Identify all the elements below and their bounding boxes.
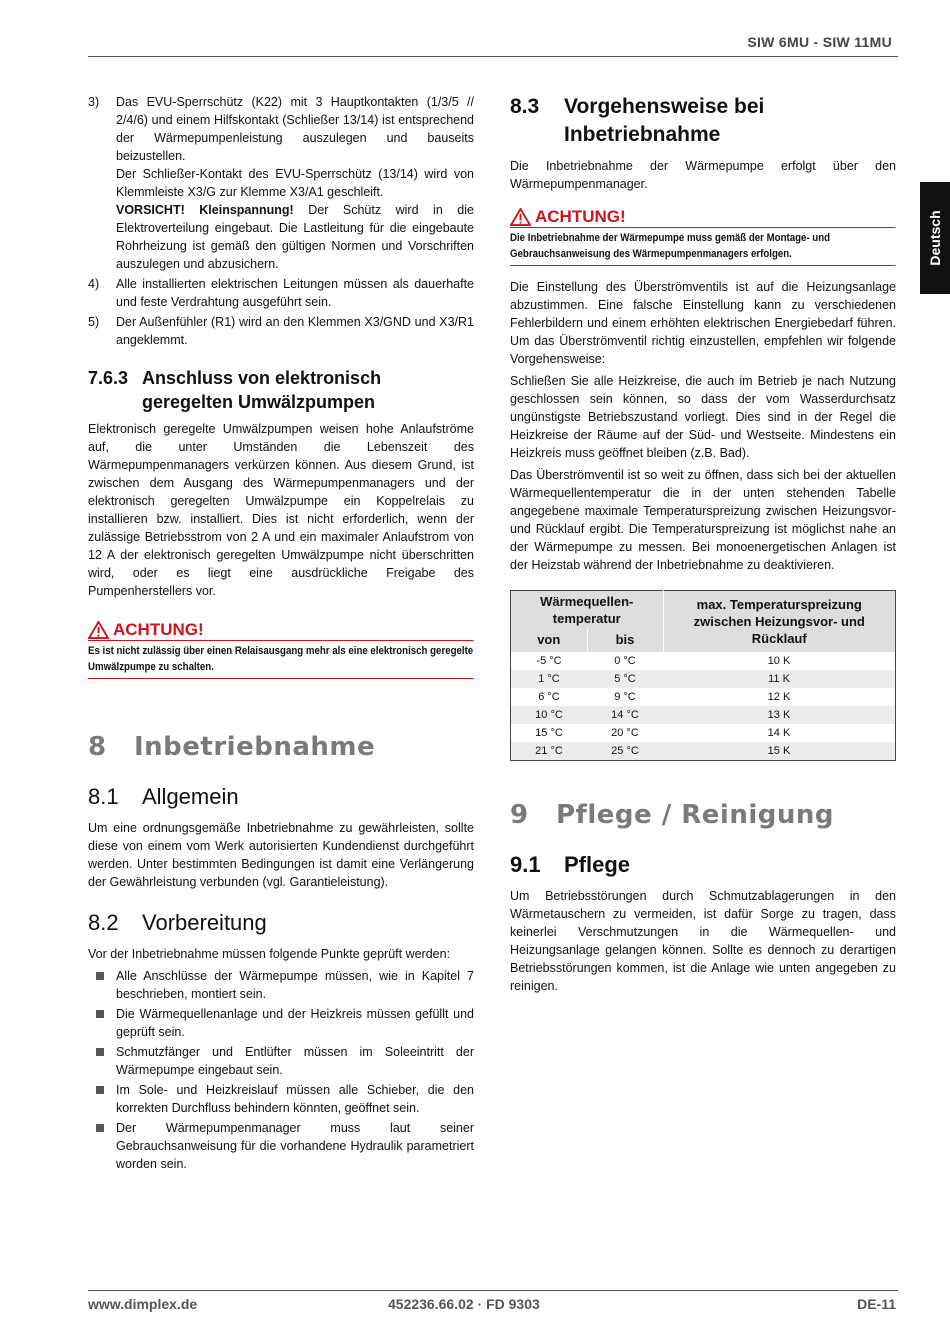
list-item: Alle Anschlüsse der Wärmepumpe müssen, wie in Kapitel 7 beschrieben, montiert sein. <box>88 967 474 1003</box>
list-item: Schmutzfänger und Entlüfter müssen im Soleeintritt der Wärmepumpe eingebaut sein. <box>88 1043 474 1079</box>
list-item <box>88 275 474 311</box>
list-text: Der Schließer-Kontakt des EVU-Sperrschütz (13/14) wird von Klemmleiste X3/G zur Klemme X3/A1 geschleift. <box>116 167 474 199</box>
warning-title <box>88 620 474 640</box>
chapter-number: 9 <box>510 800 529 830</box>
section-heading-8-3 <box>510 93 896 149</box>
bullet-square-icon <box>96 972 104 980</box>
table-header-von: von <box>511 629 588 652</box>
table-header-max-spread: max. Temperaturspreizung zwischen Heizungsvor- und Rücklauf <box>663 591 896 653</box>
warning-text: Es ist nicht zulässig über einen Relaisausgang mehr als eine elektronisch geregelte Umwälzpumpe zu schalten. <box>88 640 474 679</box>
list-item: Der Wärmepumpenmanager muss laut seiner Gebrauchsanweisung für die vorhandene Hydraulik parametriert worden sein. <box>88 1119 474 1173</box>
footer-page-number: DE-11 <box>857 1296 896 1312</box>
right-column <box>510 93 896 999</box>
warning-box <box>88 620 474 679</box>
footer-doc-number: 452236.66.02 · FD 9303 <box>388 1296 540 1312</box>
body-text: Um eine ordnungsgemäße Inbetriebnahme zu gewährleisten, sollte diese von einem vom Werk autorisierten Kundendienst durchgeführt werden. Unter bestimmten Bedingungen ist damit eine Verlängerung der Gewährleistung verbunden (vgl. Garantieleistung). <box>88 821 474 889</box>
warning-title-text: ACHTUNG! <box>535 207 626 226</box>
footer-rule <box>88 1290 898 1291</box>
temperature-table <box>510 590 896 761</box>
table-row: 10 °C 14 °C 13 K <box>511 706 896 724</box>
table-row: 15 °C 20 °C 14 K <box>535 727 791 739</box>
section-number: 9.1 <box>510 852 541 877</box>
warning-title-text: ACHTUNG! <box>113 620 204 639</box>
body-text: Die Einstellung des Überströmventils ist auf die Heizungsanlage abzustimmen. Eine falsche Einstellung kann zu verschiedenen Fehlerbildern und einem erhöhten elektrischen Energiebedarf führen. Um das Überströmventil richtig einzustellen, empfehlen wir folgende Vorgehensweise: <box>510 280 896 366</box>
caution-label: VORSICHT! Kleinspannung! <box>116 203 294 217</box>
document-title: SIW 6MU - SIW 11MU <box>747 34 892 50</box>
section-title: Anschluss von elektronisch geregelten Umwälzpumpen <box>142 368 382 412</box>
warning-box <box>510 207 896 266</box>
section-number: 7.6.3 <box>88 368 129 388</box>
section-number: 8.1 <box>88 784 119 809</box>
body-text: Elektronisch geregelte Umwälzpumpen weisen hohe Anlaufströme auf, die unter Umständen die Lebenszeit des Wärmepumpenmanagers verkürzen können. Aus diesem Grund, ist zwischen dem Ausgang des Wärmepumpenmanagers und der elektronisch geregelten Umwälzpumpe ein Koppelrelais zu installieren bzw. installiert. Dies ist nicht erforderlich, wenn der zulässige Betriebsstrom von 2 A und ein maximaler Anlaufstrom von 12 A der elektronisch geregelten Umwälzpumpe nicht überschritten wird, oder es liegt eine ausdrückliche Freigabe des Pumpenherstellers vor. <box>88 422 474 598</box>
list-text: Alle installierten elektrischen Leitungen müssen als dauerhafte und feste Verdrahtung ausgeführt sein. <box>116 277 474 309</box>
table-header-source-temp: Wärmequellen-temperatur <box>511 591 664 630</box>
chapter-heading-8 <box>88 731 474 763</box>
bullet-square-icon <box>96 1086 104 1094</box>
table-row: 6 °C 9 °C 12 K <box>538 691 791 703</box>
section-heading-9-1 <box>510 851 896 879</box>
list-item <box>88 93 474 273</box>
chapter-heading-9 <box>510 799 896 831</box>
table-row: 1 °C 5 °C 11 K <box>511 670 896 688</box>
warning-text: Die Inbetriebnahme der Wärmepumpe muss gemäß der Montage- und Gebrauchsanweisung des Wärmepumpenmanagers erfolgen. <box>510 227 896 266</box>
language-tab-label: Deutsch <box>927 210 943 266</box>
chapter-title: Inbetriebnahme <box>134 732 376 762</box>
list-text: Der Schütz wird in die Elektroverteilung eingebaut. Die Lastleitung für die eingebaute Rohrheizung ist gemäß den gültigen Normen und Vorschriften auszulegen und abzusichern. <box>116 203 474 271</box>
footer-website: www.dimplex.de <box>88 1296 198 1312</box>
section-number: 8.3 <box>510 95 540 118</box>
header-rule <box>88 56 898 57</box>
list-item: Die Wärmequellenanlage und der Heizkreis müssen gefüllt und geprüft sein. <box>88 1005 474 1041</box>
numbered-list <box>88 93 474 349</box>
list-text: Der Außenfühler (R1) wird an den Klemmen X3/GND und X3/R1 angeklemmt. <box>116 315 474 347</box>
section-title: Vorbereitung <box>142 910 267 935</box>
list-item: Im Sole- und Heizkreislauf müssen alle Schieber, die den korrekten Durchfluss behindern könnten, geöffnet sein. <box>88 1081 474 1117</box>
section-title: Allgemein <box>142 784 239 809</box>
bullet-square-icon <box>96 1124 104 1132</box>
list-number: 4) <box>88 277 100 291</box>
section-heading-8-2 <box>88 909 474 937</box>
chapter-title: Pflege / Reinigung <box>556 800 834 830</box>
bullet-square-icon <box>96 1048 104 1056</box>
section-number: 8.2 <box>88 910 119 935</box>
section-title: Vorgehensweise bei Inbetriebnahme <box>564 95 765 146</box>
bullet-square-icon <box>96 1010 104 1018</box>
warning-triangle-icon <box>88 621 109 639</box>
checklist <box>88 967 474 1173</box>
table-row: 21 °C 25 °C 15 K <box>511 742 896 761</box>
warning-title <box>510 207 896 227</box>
body-text: Um Betriebsstörungen durch Schmutzablagerungen in den Wärmetauschern zu vermeiden, ist dafür Sorge zu tragen, dass keinerlei Verschmutzungen in die Wärmequellen- und Heizungsanlage gelangen können. Sollte es dennoch zu derartigen Betriebsstörungen kommen, ist die Anlage wie unten angegeben zu reinigen. <box>510 889 896 993</box>
language-tab <box>920 182 950 294</box>
list-item <box>88 313 474 349</box>
list-text: Das EVU-Sperrschütz (K22) mit 3 Hauptkontakten (1/3/5 // 2/4/6) und einem Hilfskontakt (Schließer 13/14) ist entsprechend der Wärmepumpenleistung auszulegen und bauseits beizustellen. <box>116 95 474 163</box>
section-heading-7-6-3 <box>88 366 474 414</box>
body-text: Die Inbetriebnahme der Wärmepumpe erfolgt über den Wärmepumpenmanager. <box>510 159 896 191</box>
body-text: Vor der Inbetriebnahme müssen folgende Punkte geprüft werden: <box>88 947 451 961</box>
table-row: -5 °C 0 °C 10 K <box>536 655 791 667</box>
warning-triangle-icon <box>510 208 531 226</box>
body-text: Schließen Sie alle Heizkreise, die auch im Betrieb je nach Nutzung geschlossen sein können, so dass der vom Wasserdurchsatz ungünstigste Betriebszustand vorliegt. Dies sind in der Regel die Heizkreise der Räume auf der Süd- und Westseite. Mindestens ein Heizkreis muss geöffnet bleiben (z.B. Bad). <box>510 374 896 460</box>
section-title: Pflege <box>564 852 631 877</box>
table-header-bis: bis <box>587 629 663 652</box>
list-number: 5) <box>88 315 100 329</box>
list-number: 3) <box>88 95 100 109</box>
section-heading-8-1 <box>88 783 474 811</box>
body-text: Das Überströmventil ist so weit zu öffnen, dass sich bei der aktuellen Wärmequellentemperatur die in der unten stehenden Tabelle angegebene maximale Temperaturspreizung zwischen Heizungsvor- und Rücklauf ergibt. Die Temperaturspreizung ist möglichst nahe an der Wärmepumpe zu messen. Bei monoenergetischen Anlagen ist der Heizstab während der Inbetriebnahme zu deaktivieren. <box>510 468 896 572</box>
chapter-number: 8 <box>88 732 107 762</box>
left-column <box>88 93 474 1175</box>
